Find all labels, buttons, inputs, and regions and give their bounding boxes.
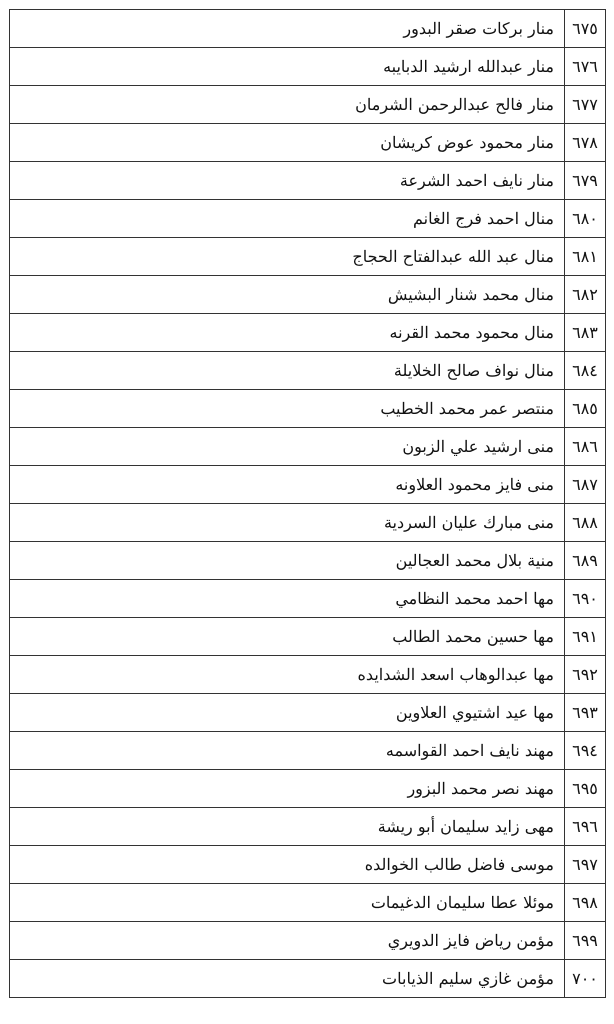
table-row xyxy=(10,542,606,580)
person-name: مؤمن رياض فايز الدويري xyxy=(10,922,565,960)
row-number: ٦٨٩ xyxy=(565,542,606,580)
table-row xyxy=(10,10,606,48)
table-row xyxy=(10,86,606,124)
row-number: ٦٨٦ xyxy=(565,428,606,466)
person-name: منال محمود محمد القرنه xyxy=(10,314,565,352)
person-name: منتصر عمر محمد الخطيب xyxy=(10,390,565,428)
person-name: منار فالح عبدالرحمن الشرمان xyxy=(10,86,565,124)
row-number: ٦٨٢ xyxy=(565,276,606,314)
row-number: ٦٨٣ xyxy=(565,314,606,352)
row-number: ٦٩٩ xyxy=(565,922,606,960)
table-row xyxy=(10,732,606,770)
row-number: ٦٧٨ xyxy=(565,124,606,162)
person-name: منية بلال محمد العجالين xyxy=(10,542,565,580)
person-name: منال عبد الله عبدالفتاح الحجاج xyxy=(10,238,565,276)
person-name: منال احمد فرج الغانم xyxy=(10,200,565,238)
person-name: منار بركات صقر البدور xyxy=(10,10,565,48)
row-number: ٦٩٦ xyxy=(565,808,606,846)
names-table-body xyxy=(10,10,606,998)
person-name: منى فايز محمود العلاونه xyxy=(10,466,565,504)
table-row xyxy=(10,200,606,238)
names-table xyxy=(9,9,606,998)
person-name: مها حسين محمد الطالب xyxy=(10,618,565,656)
table-row xyxy=(10,352,606,390)
table-row xyxy=(10,162,606,200)
person-name: منار محمود عوض كريشان xyxy=(10,124,565,162)
row-number: ٦٩٥ xyxy=(565,770,606,808)
row-number: ٦٩٤ xyxy=(565,732,606,770)
row-number: ٦٧٥ xyxy=(565,10,606,48)
person-name: منال محمد شنار البشيش xyxy=(10,276,565,314)
table-row xyxy=(10,276,606,314)
person-name: منار عبدالله ارشيد الدبايبه xyxy=(10,48,565,86)
table-row xyxy=(10,922,606,960)
row-number: ٦٩٢ xyxy=(565,656,606,694)
row-number: ٦٩٧ xyxy=(565,846,606,884)
person-name: مؤمن غازي سليم الذيابات xyxy=(10,960,565,998)
person-name: مها احمد محمد النظامي xyxy=(10,580,565,618)
row-number: ٦٩٨ xyxy=(565,884,606,922)
table-row xyxy=(10,428,606,466)
person-name: موسى فاضل طالب الخوالده xyxy=(10,846,565,884)
row-number: ٦٨٥ xyxy=(565,390,606,428)
person-name: موئلا عطا سليمان الدغيمات xyxy=(10,884,565,922)
table-row xyxy=(10,390,606,428)
row-number: ٦٨٠ xyxy=(565,200,606,238)
table-row xyxy=(10,694,606,732)
row-number: ٦٨٤ xyxy=(565,352,606,390)
row-number: ٦٩١ xyxy=(565,618,606,656)
table-row xyxy=(10,314,606,352)
person-name: مهند نصر محمد البزور xyxy=(10,770,565,808)
table-row xyxy=(10,238,606,276)
row-number: ٧٠٠ xyxy=(565,960,606,998)
row-number: ٦٩٠ xyxy=(565,580,606,618)
row-number: ٦٨٨ xyxy=(565,504,606,542)
row-number: ٦٧٦ xyxy=(565,48,606,86)
table-row xyxy=(10,48,606,86)
table-row xyxy=(10,770,606,808)
table-row xyxy=(10,580,606,618)
table-row xyxy=(10,124,606,162)
person-name: منى مبارك عليان السردية xyxy=(10,504,565,542)
person-name: منار نايف احمد الشرعة xyxy=(10,162,565,200)
row-number: ٦٧٧ xyxy=(565,86,606,124)
table-row xyxy=(10,884,606,922)
row-number: ٦٨١ xyxy=(565,238,606,276)
table-row xyxy=(10,504,606,542)
table-row xyxy=(10,960,606,998)
row-number: ٦٧٩ xyxy=(565,162,606,200)
table-row xyxy=(10,618,606,656)
table-row xyxy=(10,808,606,846)
table-row xyxy=(10,656,606,694)
person-name: منى ارشيد علي الزبون xyxy=(10,428,565,466)
row-number: ٦٨٧ xyxy=(565,466,606,504)
person-name: مها عيد اشتيوي العلاوين xyxy=(10,694,565,732)
row-number: ٦٩٣ xyxy=(565,694,606,732)
person-name: منال نواف صالح الخلايلة xyxy=(10,352,565,390)
table-row xyxy=(10,466,606,504)
person-name: مهند نايف احمد القواسمه xyxy=(10,732,565,770)
person-name: مها عبدالوهاب اسعد الشدايده xyxy=(10,656,565,694)
person-name: مهى زايد سليمان أبو ريشة xyxy=(10,808,565,846)
table-row xyxy=(10,846,606,884)
